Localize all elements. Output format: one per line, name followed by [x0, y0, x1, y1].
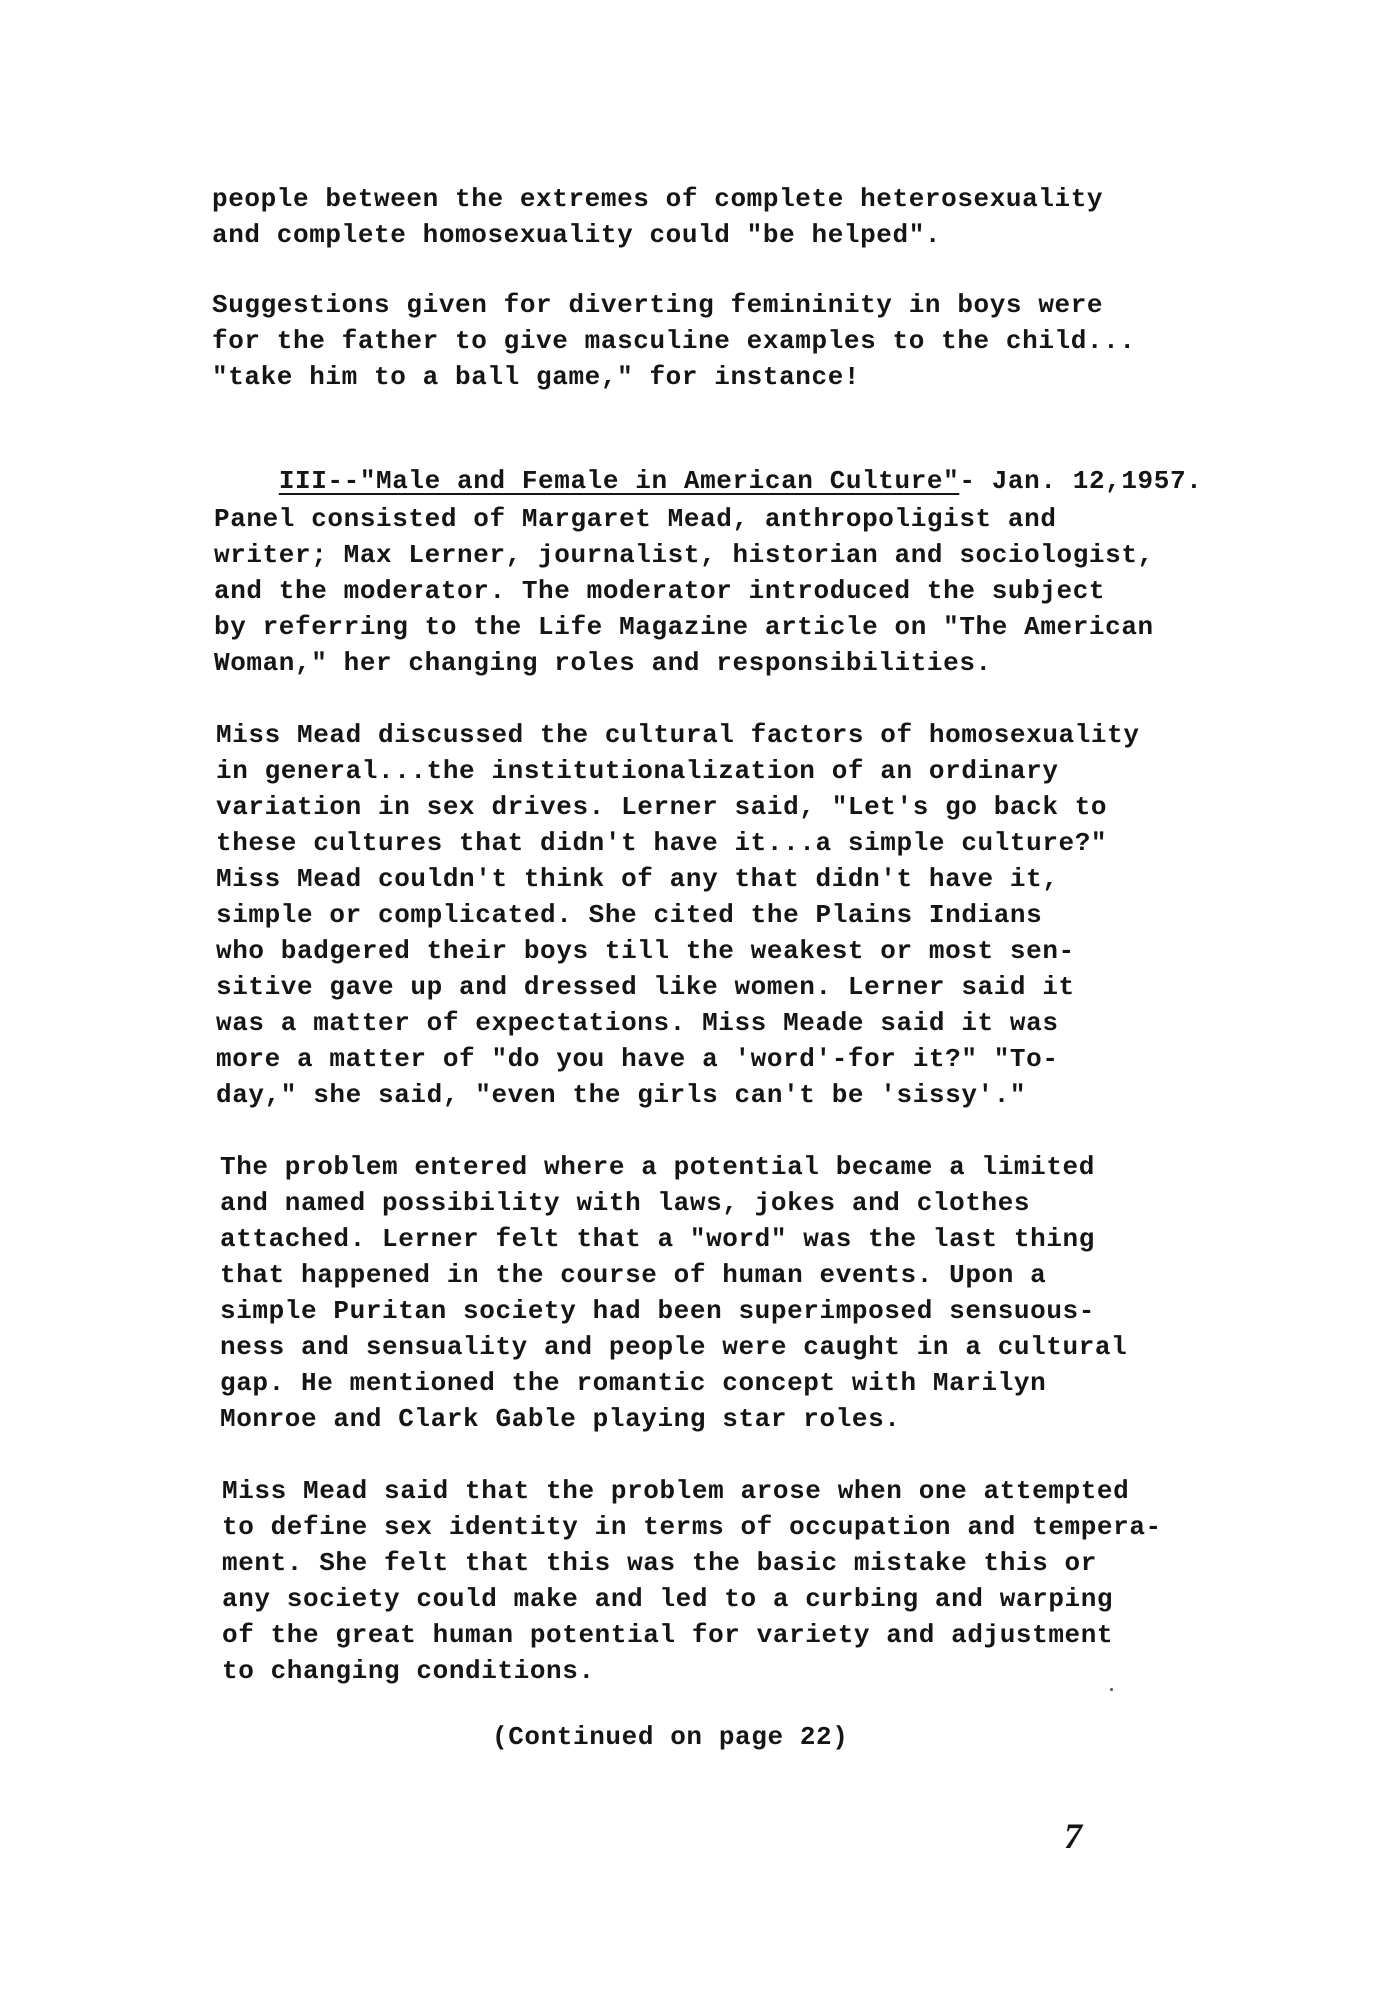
paragraph-5-line-3: attached. Lerner felt that a "word" was the last thing — [220, 1224, 1095, 1254]
paragraph-4-line-11: day," she said, "even the girls can't be 'sissy'." — [216, 1080, 1027, 1110]
paragraph-5-line-2: and named possibility with laws, jokes and clothes — [220, 1188, 1031, 1218]
scan-speck — [1110, 1688, 1113, 1691]
paragraph-4-line-4: these cultures that didn't have it...a simple culture?" — [216, 828, 1108, 858]
paragraph-5-line-1: The problem entered where a potential became a limited — [220, 1152, 1095, 1182]
paragraph-4-line-6: simple or complicated. She cited the Plains Indians — [216, 900, 1043, 930]
paragraph-2-line-3: "take him to a ball game," for instance! — [212, 362, 861, 392]
paragraph-6-line-5: of the great human potential for variety and adjustment — [222, 1620, 1114, 1650]
paragraph-3-line-5: Woman," her changing roles and responsibilities. — [214, 648, 992, 678]
paragraph-4-line-3: variation in sex drives. Lerner said, "Let's go back to — [216, 792, 1108, 822]
paragraph-2-line-2: for the father to give masculine examples to the child... — [212, 326, 1136, 356]
paragraph-5-line-6: ness and sensuality and people were caught in a cultural — [220, 1332, 1128, 1362]
paragraph-4-line-8: sitive gave up and dressed like women. Lerner said it — [216, 972, 1075, 1002]
paragraph-4-line-2: in general...the institutionalization of an ordinary — [216, 756, 1059, 786]
paragraph-6-line-3: ment. She felt that this was the basic mistake this or — [222, 1548, 1097, 1578]
continued-note: (Continued on page 22) — [492, 1722, 849, 1752]
paragraph-4-line-9: was a matter of expectations. Miss Meade said it was — [216, 1008, 1059, 1038]
paragraph-1-line-1: people between the extremes of complete heterosexuality — [212, 184, 1104, 214]
paragraph-2-line-1: Suggestions given for diverting femininity in boys were — [212, 290, 1104, 320]
paragraph-3-line-2: writer; Max Lerner, journalist, historian and sociologist, — [214, 540, 1154, 570]
page-number: 7 — [1064, 1816, 1082, 1856]
paragraph-5-line-8: Monroe and Clark Gable playing star roles. — [220, 1404, 901, 1434]
paragraph-3-line-3: and the moderator. The moderator introduced the subject — [214, 576, 1106, 606]
paragraph-4-line-7: who badgered their boys till the weakest or most sen- — [216, 936, 1075, 966]
paragraph-5-line-7: gap. He mentioned the romantic concept with Marilyn — [220, 1368, 1047, 1398]
section-heading-date: - Jan. 12,1957. — [959, 466, 1203, 496]
paragraph-6-line-4: any society could make and led to a curbing and warping — [222, 1584, 1114, 1614]
paragraph-5-line-5: simple Puritan society had been superimposed sensuous- — [220, 1296, 1095, 1326]
paragraph-4-line-5: Miss Mead couldn't think of any that didn't have it, — [216, 864, 1059, 894]
paragraph-3-line-1: Panel consisted of Margaret Mead, anthropoligist and — [214, 504, 1057, 534]
paragraph-4-line-1: Miss Mead discussed the cultural factors of homosexuality — [216, 720, 1140, 750]
paragraph-6-line-1: Miss Mead said that the problem arose when one attempted — [222, 1476, 1130, 1506]
paragraph-6-line-6: to changing conditions. — [222, 1656, 595, 1686]
paragraph-5-line-4: that happened in the course of human events. Upon a — [220, 1260, 1047, 1290]
paragraph-3-line-4: by referring to the Life Magazine article on "The American — [214, 612, 1154, 642]
section-heading-title: III--"Male and Female in American Culture" — [278, 466, 960, 496]
paragraph-1-line-2: and complete homosexuality could "be helped". — [212, 220, 942, 250]
paragraph-6-line-2: to define sex identity in terms of occupation and tempera- — [222, 1512, 1162, 1542]
paragraph-4-line-10: more a matter of "do you have a 'word'-for it?" "To- — [216, 1044, 1059, 1074]
